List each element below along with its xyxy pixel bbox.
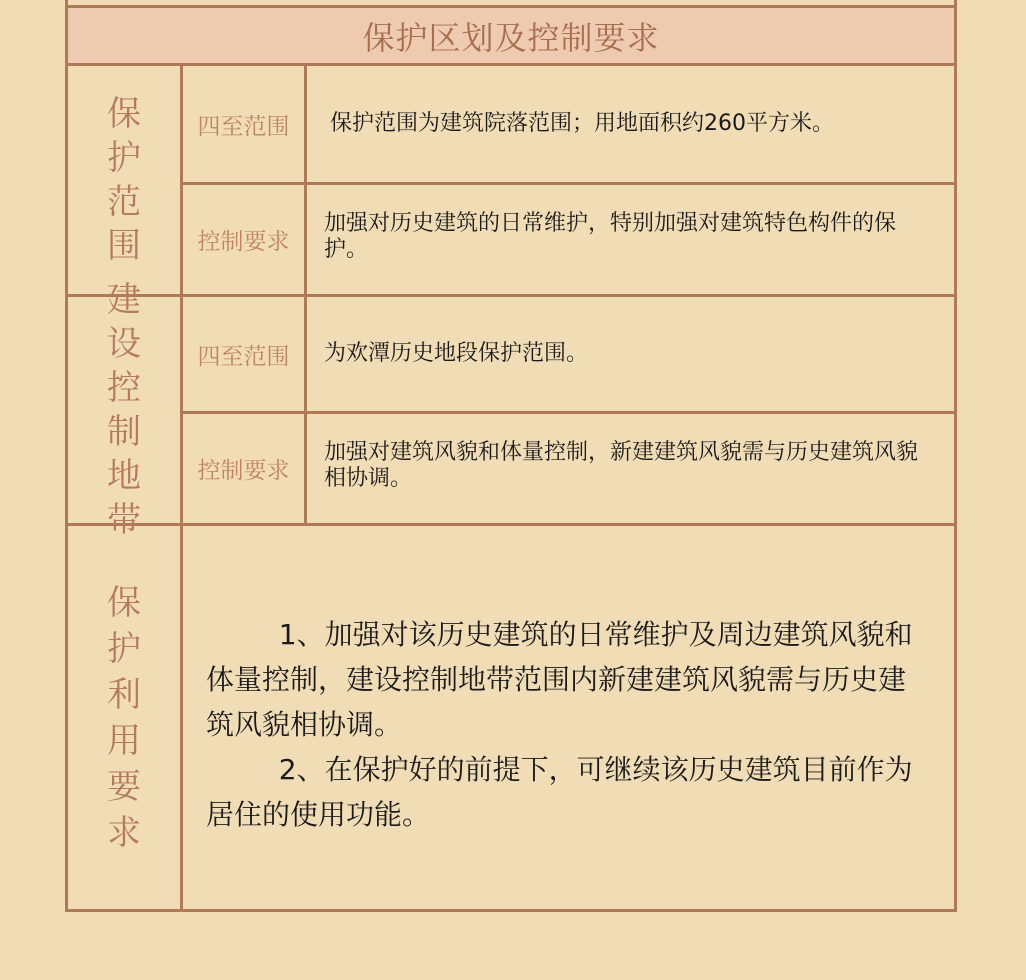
table-title: 保护区划及控制要求 <box>68 8 954 63</box>
protection-boundary-label: 四至范围 <box>197 113 290 140</box>
usage-label-cell <box>68 526 180 909</box>
construction-boundary-text: 为欢潭历史地段保护范围。 <box>324 341 589 366</box>
protection-range-label-cell <box>68 66 180 294</box>
construction-control-text: 加强对建筑风貌和体量控制，新建建筑风貌需与历史建筑风貌相协调。 <box>324 440 919 491</box>
protection-range-label: 保护范围 <box>106 94 141 266</box>
construction-zone-label-cell <box>68 280 180 540</box>
usage-text <box>206 612 926 837</box>
usage-paragraph-2: 2、在保护好的前提下，可继续该历史建筑目前作为居住的使用功能。 <box>206 753 913 831</box>
construction-control-label: 控制要求 <box>197 458 290 484</box>
divider <box>68 523 954 526</box>
protection-table <box>65 0 957 912</box>
protection-control-text: 加强对历史建筑的日常维护，特别加强对建筑特色构件的保护。 <box>324 211 897 262</box>
construction-boundary-label: 四至范围 <box>197 343 290 370</box>
construction-zone-label: 建设控制地带 <box>106 280 141 540</box>
protection-boundary-text: 保护范围为建筑院落范围；用地面积约260平方米。 <box>330 111 834 136</box>
usage-label: 保护利用要求 <box>107 582 141 853</box>
usage-paragraph-1: 1、加强对该历史建筑的日常维护及周边建筑风貌和体量控制，建设控制地带范围内新建建筑风貌需与历史建筑风貌相协调。 <box>206 618 913 741</box>
protection-control-label: 控制要求 <box>197 229 290 255</box>
